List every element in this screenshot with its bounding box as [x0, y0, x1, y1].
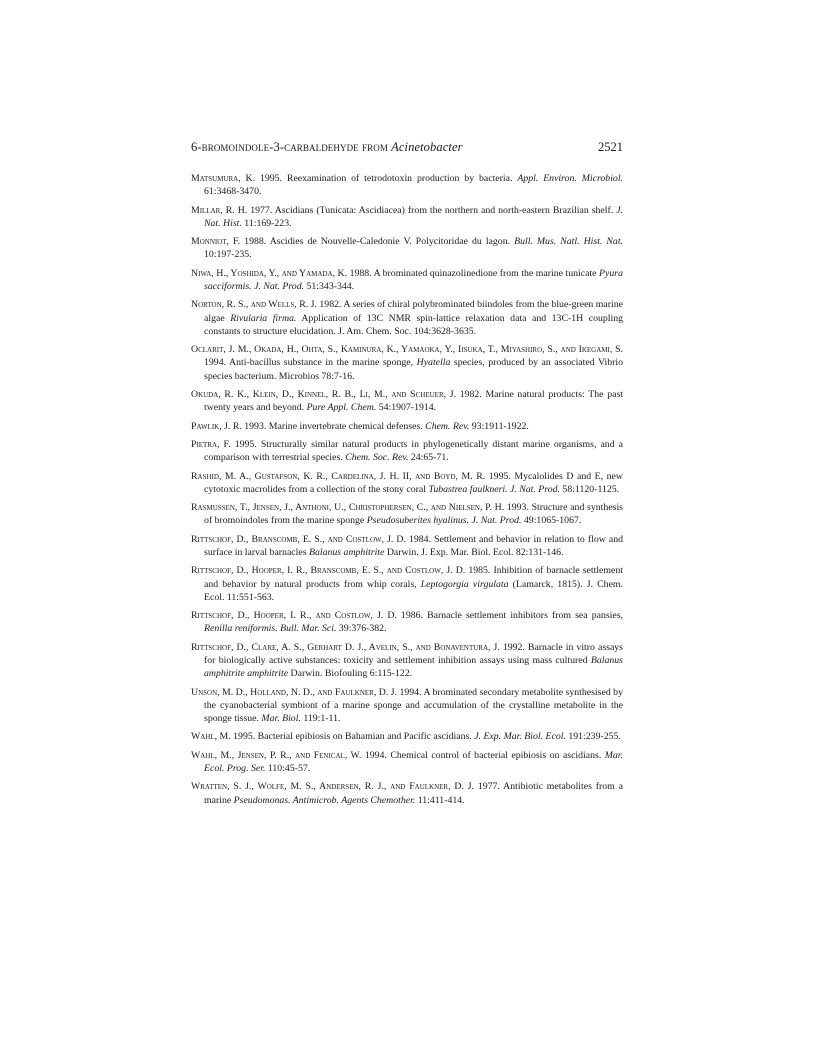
reference-entry: Millar, R. H. 1977. Ascidians (Tunicata: Ascidiacea) from the northern and north-eastern Brazilian shelf. J. Nat. Hist. 11:169-223. — [191, 204, 623, 229]
reference-entry: Wahl, M. 1995. Bacterial epibiosis on Bahamian and Pacific ascidians. J. Exp. Mar. Biol. Ecol. 191:239-255. — [191, 731, 621, 743]
reference-entry: Niwa, H., Yoshida, Y., and Yamada, K. 1988. A brominated quinazolinedione from the marine tunicate Pyura sacciformis. J. Nat. Prod. 51:343-344. — [191, 267, 623, 292]
journal-page — [191, 138, 623, 812]
reference-entry: Pawlik, J. R. 1993. Marine invertebrate chemical defenses. Chem. Rev. 93:1911-1922. — [191, 420, 529, 432]
reference-entry: Rittschof, D., Hooper, I. R., and Costlow, J. D. 1986. Barnacle settlement inhibitors from sea pansies, Renilla reniformis. Bull. Mar. Sci. 39:376-382. — [191, 610, 623, 635]
page-number: 2521 — [598, 140, 623, 154]
running-head-title: 6-bromoindole-3-carbaldehyde from Acinetobacter — [191, 140, 463, 154]
reference-entry: Rasmussen, T., Jensen, J., Anthoni, U., Christophersen, C., and Nielsen, P. H. 1993. Structure and synthesis of bromoindoles from the marine sponge Pseudosuberites hyalinus. J. Nat. Prod. 49:1065-1067. — [191, 502, 623, 527]
reference-entry: Okuda, R. K., Klein, D., Kinnel, R. B., Li, M., and Scheuer, J. 1982. Marine natural products: The past twenty years and beyond. Pure Appl. Chem. 54:1907-1914. — [191, 388, 623, 414]
running-head — [191, 138, 623, 156]
reference-entry: Wahl, M., Jensen, P. R., and Fenical, W. 1994. Chemical control of bacterial epibiosis on ascidians. Mar. Ecol. Prog. Ser. 110:45-57. — [191, 749, 623, 774]
reference-entry: Matsumura, K. 1995. Reexamination of tetrodotoxin production by bacteria. Appl. Environ. Microbiol. 61:3468-3470. — [191, 173, 624, 198]
reference-entry: Rashid, M. A., Gustafson, K. R., Cardelina, J. H. II, and Boyd, M. R. 1995. Mycalolides D and E, new cytotoxic macrolides from a collection of the stony coral Tubastrea faulkneri. J. Nat. Prod. 58:1120-1125. — [191, 470, 623, 495]
reference-entry: Oclarit, J. M., Okada, H., Ohta, S., Kaminura, K., Yamaoka, Y., Iisuka, T., Miyashiro, S., and Ikegami, S. 1994. Anti-bacillus substance in the marine sponge, Hyatella species, produced by an associated Vibrio species bacterium. Microbios 78:7-16. — [191, 344, 623, 382]
reference-entry: Rittschof, D., Branscomb, E. S., and Costlow, J. D. 1984. Settlement and behavior in relation to flow and surface in larval barnacles Balanus amphitrite Darwin. J. Exp. Mar. Biol. Ecol. 82:131-146. — [191, 533, 623, 558]
running-head-genus: Acinetobacter — [391, 140, 463, 154]
reference-entry: Monniot, F. 1988. Ascidies de Nouvelle-Caledonie V. Polycitoridae du lagon. Bull. Mus. Natl. Hist. Nat. 10:197-235. — [191, 236, 624, 261]
reference-list — [191, 172, 623, 807]
reference-entry: Unson, M. D., Holland, N. D., and Faulkner, D. J. 1994. A brominated secondary metabolite synthesised by the cyanobacterial symbiont of a marine sponge and accumulation of the crystalline metabolite in the sponge tissue. Mar. Biol. 119:1-11. — [191, 686, 623, 724]
reference-entry: Wratten, S. J., Wolfe, M. S., Andersen, R. J., and Faulkner, D. J. 1977. Antibiotic metabolites from a marine Pseudomonas. Antimicrob. Agents Chemother. 11:411-414. — [191, 781, 623, 806]
reference-entry: Pietra, F. 1995. Structurally similar natural products in phylogenetically distant marine organisms, and a comparison with terrestrial species. Chem. Soc. Rev. 24:65-71. — [191, 438, 623, 464]
reference-entry: Rittschof, D., Clare, A. S., Gerhart D. J., Avelin, S., and Bonaventura, J. 1992. Barnacle in vitro assays for biologically active substances: toxicity and settlement inhibition assays using mass cultured Balanus amphitrite amphitrite Darwin. Biofouling 6:115-122. — [191, 641, 623, 680]
reference-entry: Rittschof, D., Hooper, I. R., Branscomb, E. S., and Costlow, J. D. 1985. Inhibition of barnacle settlement and behavior by natural products from whip corals, Leptogorgia virgulata (Lamarck, 1815). J. Chem. Ecol. 11:551-563. — [191, 565, 623, 603]
reference-entry: Norton, R. S., and Wells, R. J. 1982. A series of chiral polybrominated biindoles from the blue-green marine algae Rivularia firma. Application of 13C NMR spin-lattice relaxation data and 13C-1H coupling constants to structure elucidation. J. Am. Chem. Soc. 104:3628-3635. — [191, 299, 624, 337]
